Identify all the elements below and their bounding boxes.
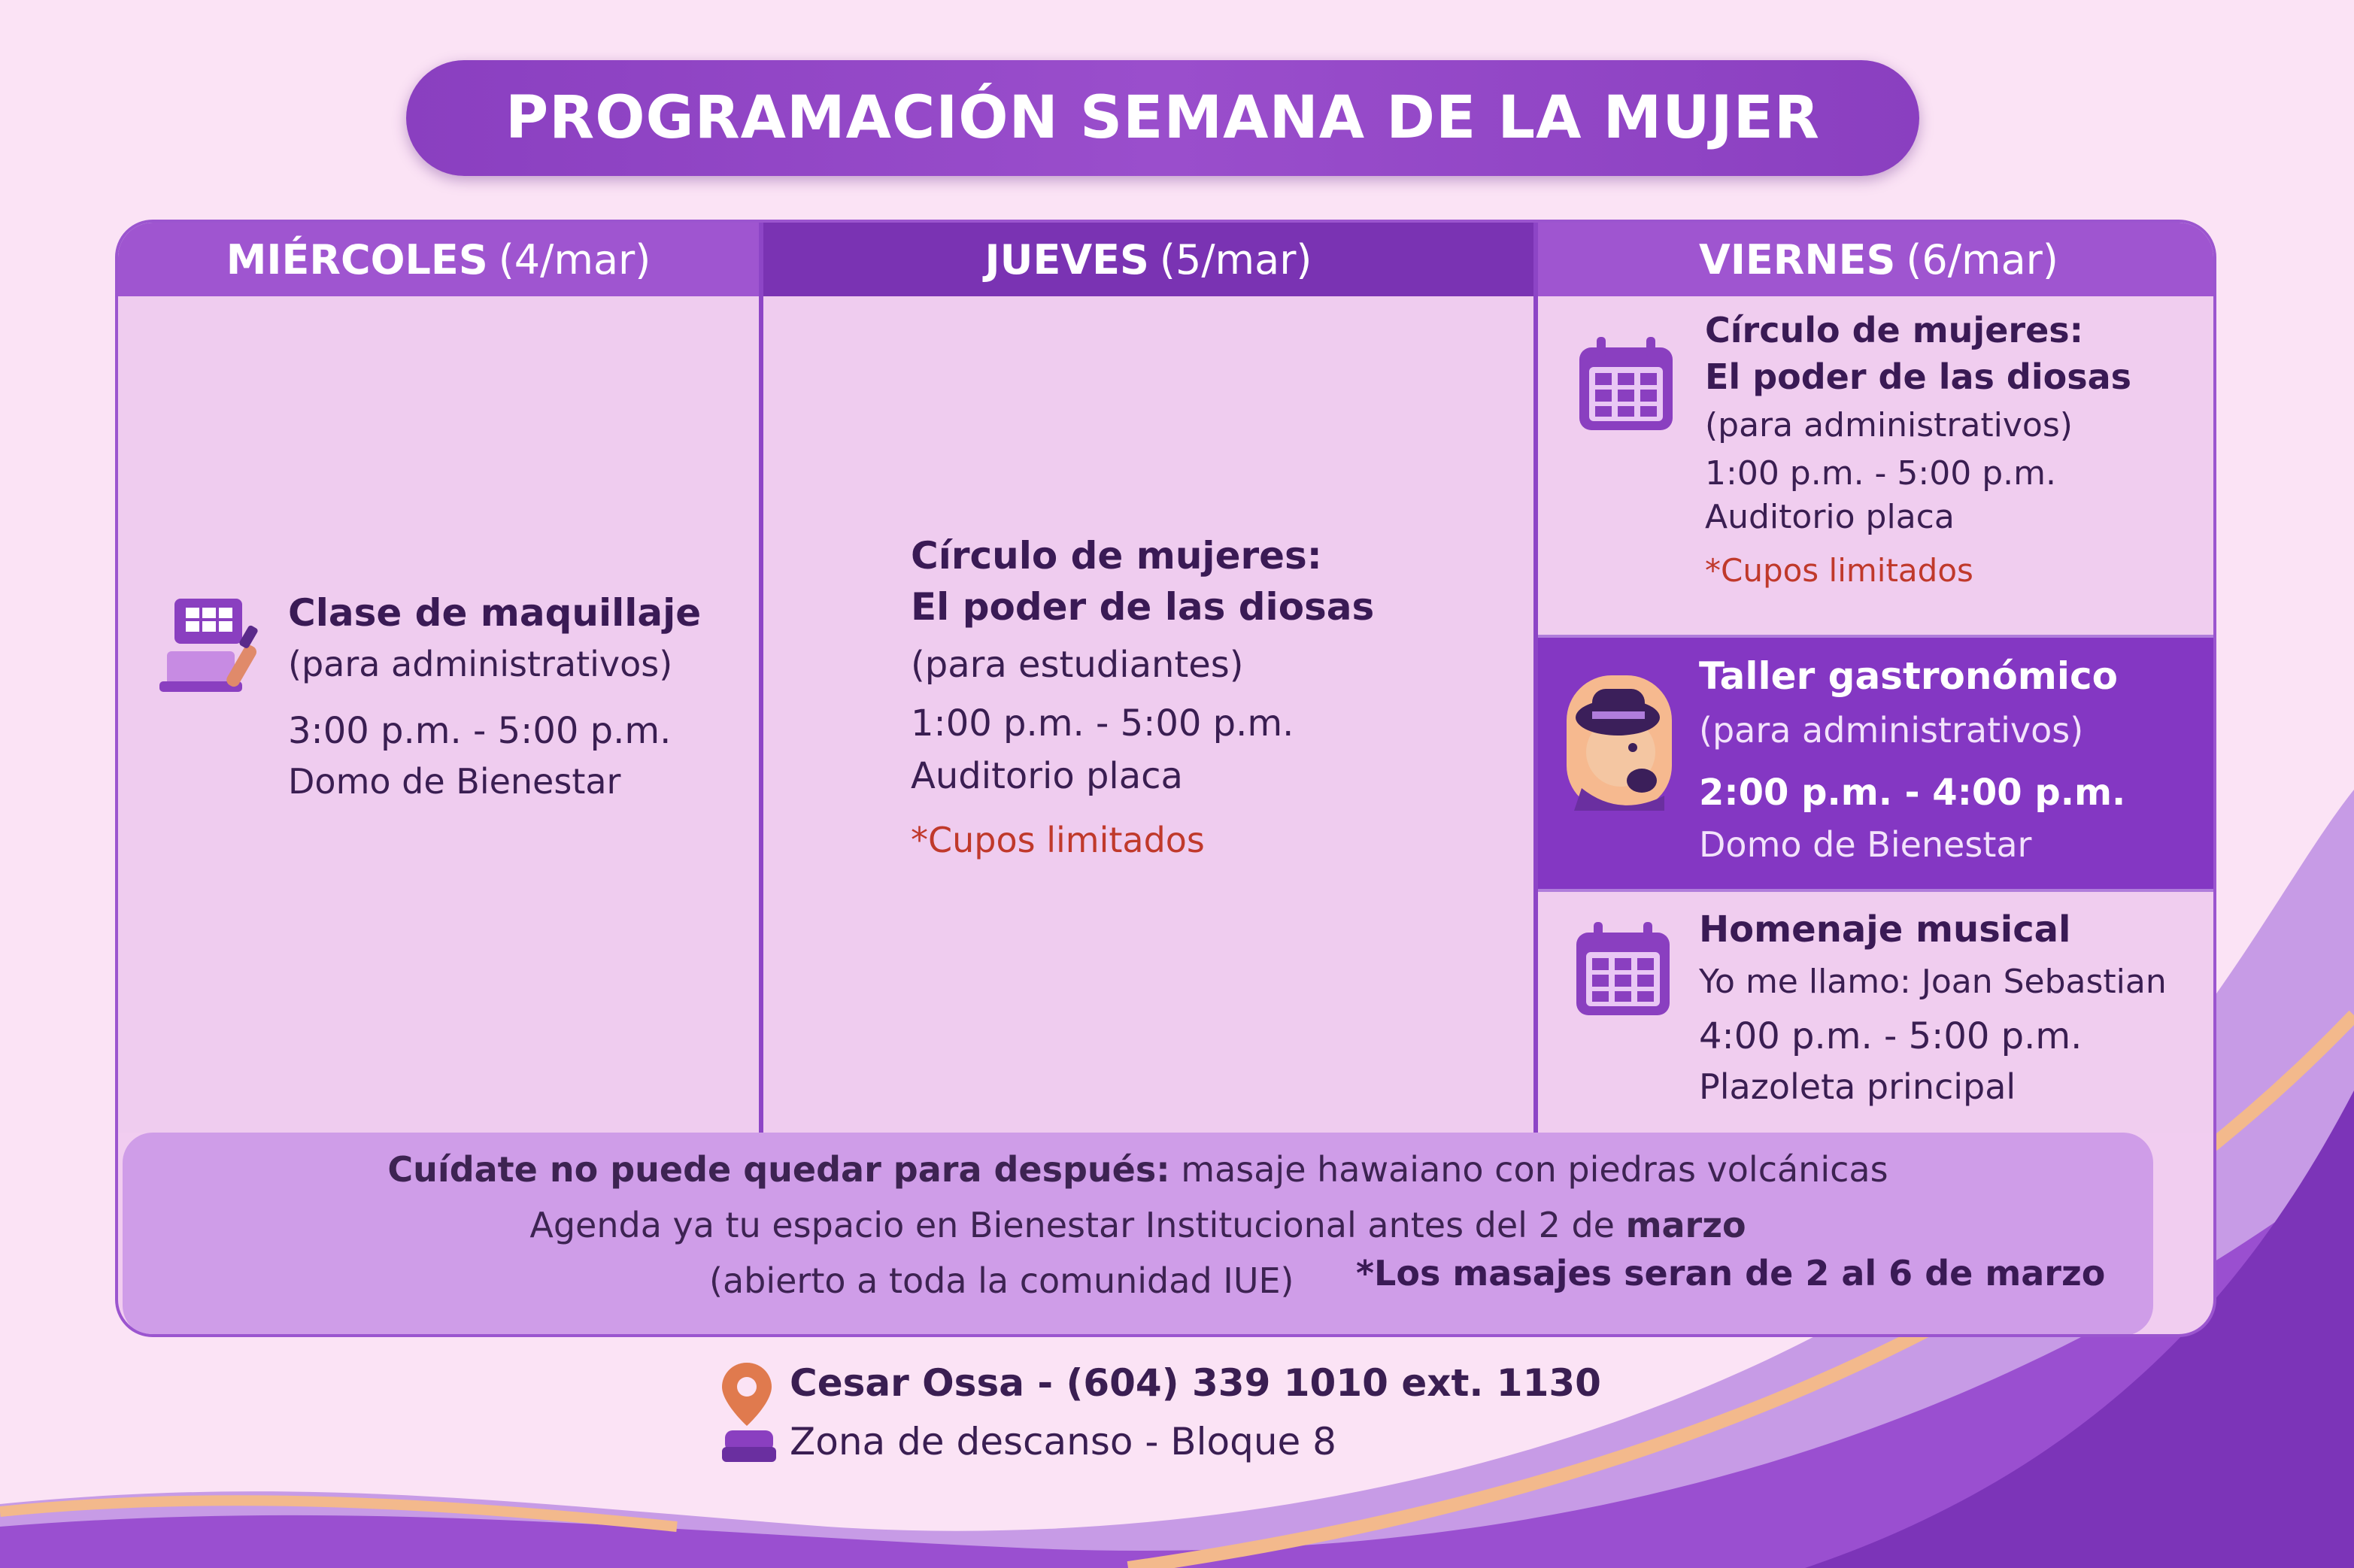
massage-audience: (abierto a toda la comunidad IUE) [709, 1260, 1294, 1301]
event-title-line2: El poder de las diosas [1705, 356, 2132, 397]
massage-info-line2 [123, 1205, 2153, 1245]
massage-dates: *Los masajes seran de 2 al 6 de marzo [1356, 1253, 2106, 1294]
massage-info-text: masaje hawaiano con piedras volcánicas [1169, 1149, 1888, 1190]
event-time: 1:00 p.m. - 5:00 p.m. [1705, 454, 2056, 493]
calendar-icon [1576, 334, 1676, 435]
day-name: JUEVES [984, 235, 1149, 284]
column-thursday [763, 223, 1538, 1133]
event-time: 3:00 p.m. - 5:00 p.m. [288, 710, 672, 752]
event-title-line2: El poder de las diosas [911, 585, 1375, 629]
event-place: Domo de Bienestar [288, 761, 621, 802]
place-icon [720, 1427, 778, 1465]
event-title: Clase de maquillaje [288, 591, 702, 635]
event-audience: (para administrativos) [288, 644, 673, 684]
event-place: Auditorio placa [1705, 498, 1955, 536]
contact-location: Zona de descanso - Bloque 8 [790, 1420, 1336, 1463]
day-date: (5/mar) [1159, 235, 1312, 284]
column-friday [1538, 223, 2216, 1133]
event-card-circle [1538, 296, 2216, 635]
event-subtitle: Yo me llamo: Joan Sebastian [1699, 963, 2167, 1001]
massage-deadline: marzo [1625, 1205, 1746, 1245]
schedule-board [115, 220, 2216, 1337]
event-time: 4:00 p.m. - 5:00 p.m. [1699, 1015, 2083, 1057]
event-audience: (para administrativos) [1699, 710, 2084, 751]
event-card-workshop [1538, 635, 2216, 892]
column-wednesday [118, 223, 763, 1133]
event-card-tribute [1538, 892, 2216, 1133]
limited-spots-note: *Cupos limitados [911, 820, 1205, 860]
contact-info: Cesar Ossa - (604) 339 1010 ext. 1130 [790, 1361, 1601, 1405]
massage-schedule-text: Agenda ya tu espacio en Bienestar Institucional antes del 2 de [529, 1205, 1626, 1245]
event-place: Auditorio placa [911, 755, 1183, 797]
event-audience: (para estudiantes) [911, 644, 1244, 686]
event-place: Plazoleta principal [1699, 1066, 2016, 1107]
event-time: 1:00 p.m. - 5:00 p.m. [911, 702, 1294, 745]
event-time: 2:00 p.m. - 4:00 p.m. [1699, 772, 2126, 814]
event-title: Homenaje musical [1699, 908, 2071, 951]
event-place: Domo de Bienestar [1699, 824, 2032, 865]
column-header-thursday [763, 223, 1533, 296]
day-name: VIERNES [1699, 235, 1896, 284]
day-date: (4/mar) [498, 235, 651, 284]
page-title: PROGRAMACIÓN SEMANA DE LA MUJER [505, 84, 1820, 152]
column-header-wednesday [118, 223, 759, 296]
massage-info-box [123, 1133, 2153, 1336]
massage-info-line1 [123, 1149, 2153, 1190]
title-banner [406, 60, 1919, 176]
calendar-icon [1573, 919, 1673, 1020]
location-pin-icon [720, 1361, 773, 1427]
limited-spots-note: *Cupos limitados [1705, 552, 1973, 589]
column-header-friday [1538, 223, 2216, 296]
event-title-line1: Círculo de mujeres: [911, 534, 1322, 578]
day-date: (6/mar) [1906, 235, 2058, 284]
day-name: MIÉRCOLES [226, 235, 488, 284]
chef-icon [1559, 668, 1679, 818]
massage-info-heading: Cuídate no puede quedar para después: [387, 1149, 1170, 1190]
event-title: Taller gastronómico [1699, 654, 2119, 698]
event-title-line1: Círculo de mujeres: [1705, 310, 2084, 350]
event-audience: (para administrativos) [1705, 406, 2073, 444]
makeup-icon [159, 591, 272, 704]
